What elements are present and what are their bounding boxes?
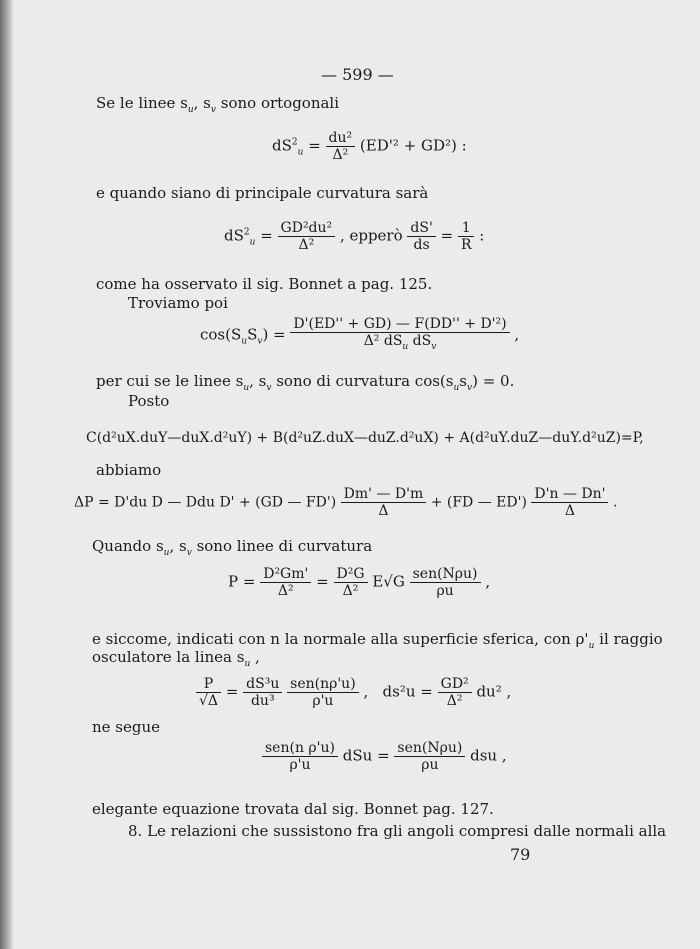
equation-4: C(d²uX.duY—duX.d²uY) + B(d²uZ.duX—duZ.d²uX) + A(d²uY.duZ—duY.d²uZ)=P, — [86, 430, 644, 446]
text-line-12: elegante equazione trovata dal sig. Bonnet pag. 127. — [92, 800, 494, 818]
page-gutter-shadow — [0, 0, 14, 949]
text-line-6: Posto — [128, 392, 170, 410]
text-line-8: Quando $s_u$, $s_v$ sono linee di curvatura — [92, 537, 373, 558]
text-line-4: Troviamo poi — [128, 294, 228, 312]
text-line-3: come ha osservato il sig. Bonnet a pag. 125. — [96, 275, 433, 293]
equation-3: $\cos(S_uS_v)$ = $\frac{\text{D'(ED'' + GD) — F(DD'' + D'²)}}{\Delta^2 dS_u dS_v}$ , — [200, 316, 520, 352]
equation-7: $\frac{P}{√\Delta}$ = $\frac{\text{dS³u}}{\text{du³}}$ $\frac{\text{sen(nρ'u)}}{\rho'u}$ , ds²u = $\frac{\text{GD²}}{\text{Δ²}}$ du² , — [196, 676, 511, 709]
signature-mark: 79 — [510, 845, 531, 864]
text-line-5: per cui se le linee $s_u$, $s_v$ sono di curvatura $\cos(s_us_v) = 0$. — [96, 372, 515, 393]
text-line-7: abbiamo — [96, 461, 162, 479]
equation-1: $dS^2_u$ = $\frac{\text{du²}}{\text{Δ²}}$ (ED'² + GD²) : — [272, 130, 467, 163]
equation-6: P = $\frac{\text{D²Gm'}}{\text{Δ²}}$ = $\frac{\text{D²G}}{\text{Δ²}}$ E√G $\frac{\text{sen(Nρu)}}{\rho u}$ , — [228, 566, 491, 599]
equation-5: ΔP = D'du D — Ddu D' + (GD — FD') $\frac{Dm' — D'm}{\Delta}$ + (FD — ED') $\frac{D'n — Dn'}{\Delta}$ . — [74, 486, 618, 519]
equation-2: $dS^2_u$ = $\frac{\text{GD²du²}}{\text{Δ²}}$ , epperò $\frac{dS'}{ds}$ = $\frac{1}{R}$ : — [224, 220, 485, 253]
text-line-11: ne segue — [92, 718, 161, 736]
text-line-1: Se le linee $s_u$, $s_v$ sono ortogonali — [96, 94, 340, 115]
text-line-13: 8. Le relazioni che sussistono fra gli angoli compresi dalle normali alla — [128, 822, 667, 840]
text-line-9: e siccome, indicati con n la normale alla superficie sferica, con $\rho'_u$ il raggio — [92, 630, 663, 651]
page-number: — 599 — — [321, 65, 394, 84]
equation-8: $\frac{\text{sen(n ρ'u)}}{\rho'u}$ dSu = $\frac{\text{sen(Nρu)}}{\rho u}$ dsu , — [262, 740, 507, 773]
text-line-2: e quando siano di principale curvatura sarà — [96, 184, 429, 202]
text-line-10: osculatore la linea $s_u$ , — [92, 648, 260, 669]
